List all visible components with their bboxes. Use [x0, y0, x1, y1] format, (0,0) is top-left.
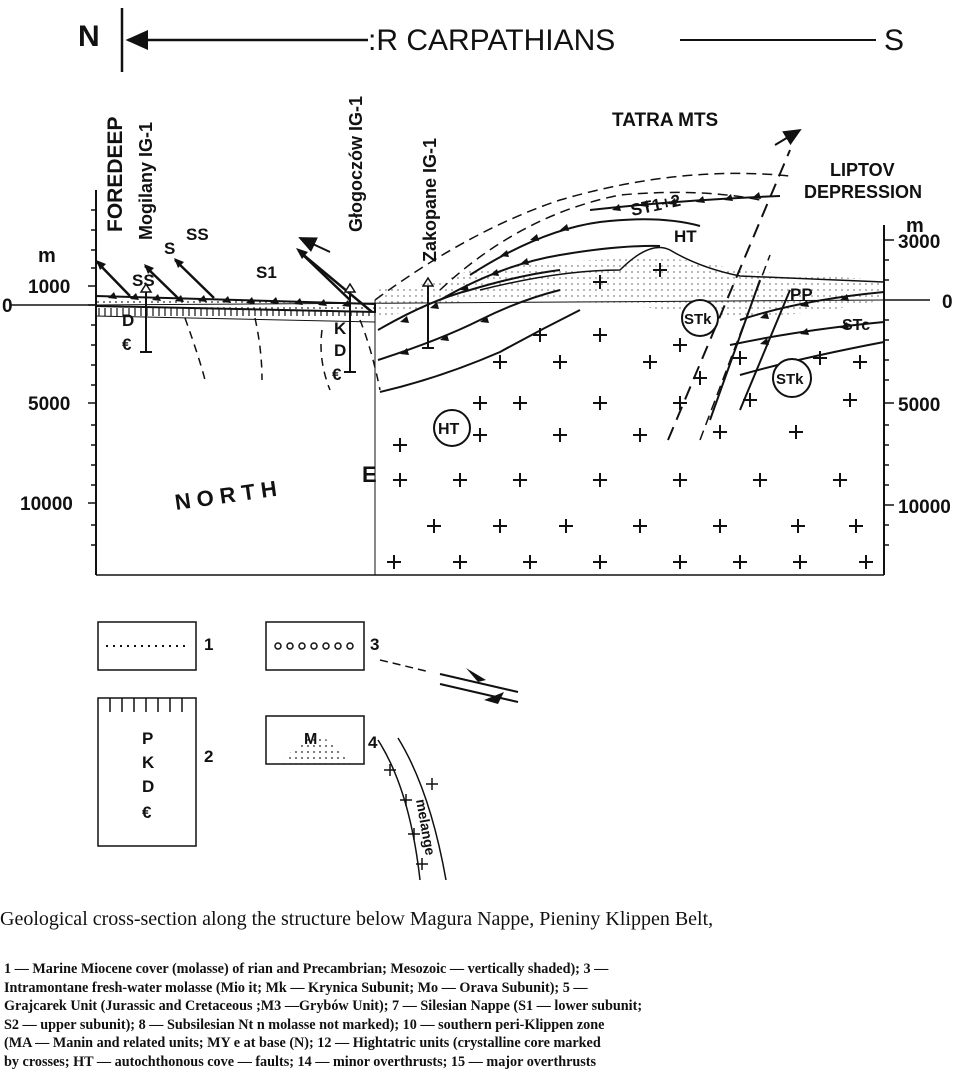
south-label: S: [884, 24, 905, 57]
e-basement-label: E: [362, 462, 377, 487]
cross-mark: [553, 355, 567, 369]
well-zakopane: Zakopane IG-1: [420, 137, 440, 262]
label-stk2: STk: [776, 371, 804, 388]
legend-col-d: D: [142, 777, 155, 796]
cross-mark: [643, 355, 657, 369]
cross-mark: [793, 555, 807, 569]
label-ss1: SS: [132, 271, 155, 290]
cross-mark: [393, 473, 407, 487]
liptov-line1: LIPTOV: [830, 160, 895, 180]
cross-mark: [713, 425, 727, 439]
label-ht-circle: HT: [438, 421, 460, 438]
cross-mark: [559, 519, 573, 533]
cross-mark: [633, 519, 647, 533]
cross-mark: [593, 555, 607, 569]
cross-mark: [673, 473, 687, 487]
cross-mark: [493, 519, 507, 533]
cross-mark: [713, 519, 727, 533]
cross-mark: [743, 393, 757, 407]
legend-line-4: S2 — upper subunit); 8 — Subsilesian Nt n molasse not marked); 10 — southern peri-Klippen zone: [4, 1016, 605, 1033]
cross-mark: [633, 428, 647, 442]
tatra-label: TATRA MTS: [612, 110, 719, 131]
right-tick-10000: 10000: [898, 497, 951, 518]
cross-mark: [791, 519, 805, 533]
label-stk1: STk: [684, 311, 712, 328]
left-unit: m: [38, 245, 56, 267]
cross-mark: [753, 473, 767, 487]
cross-mark: [453, 555, 467, 569]
legend-num-4: 4: [368, 733, 378, 752]
cross-mark: [513, 396, 527, 410]
label-ss2: SS: [186, 225, 209, 244]
legend-m-label: M: [304, 731, 318, 748]
column-left-cambrian: €: [122, 335, 132, 354]
cross-mark: [473, 428, 487, 442]
cross-mark: [593, 473, 607, 487]
legend-num-2: 2: [204, 747, 214, 766]
cross-mark: [833, 473, 847, 487]
left-tick-10000: 10000: [20, 494, 73, 515]
cross-mark: [859, 555, 873, 569]
cross-mark: [733, 555, 747, 569]
cross-mark: [427, 519, 441, 533]
well-glogoczow: Głogoczów IG-1: [346, 95, 366, 232]
legend-text: [4, 960, 958, 1072]
legend-col-cambrian: €: [142, 803, 152, 822]
depth-axis-right: [884, 215, 953, 575]
cross-mark: [523, 555, 537, 569]
region-title: :R CARPATHIANS: [368, 24, 616, 57]
legend-line-2: Intramontane fresh-water molasse (Mio it; Mk — Krynica Subunit; Mo — Orava Subunit); 5 —: [4, 979, 588, 996]
column-left-d: D: [122, 311, 135, 330]
legend-graphics: [98, 622, 518, 880]
right-tick-0: 0: [942, 292, 953, 313]
legend-line-1: 1 — Marine Miocene cover (molasse) of rian and Precambrian; Mesozoic — vertically shaded); 3 —: [4, 961, 609, 977]
wells: [104, 96, 440, 372]
basement-label: [173, 462, 376, 515]
cross-mark: [393, 438, 407, 452]
cross-mark: [513, 473, 527, 487]
tatra-structure: [375, 110, 922, 446]
cross-mark: [593, 328, 607, 342]
legend-line-5: (MA — Manin and related units; MY e at base (N); 12 — Hightatric units (crystalline core marked: [4, 1035, 601, 1052]
legend-col-p: P: [142, 729, 154, 748]
cross-mark: [593, 396, 607, 410]
header: [78, 8, 904, 72]
left-tick-0: 0: [2, 296, 13, 317]
legend-col-k: K: [142, 753, 155, 772]
legend-melange: melange: [413, 797, 439, 857]
legend-line-6: by crosses; HT — autochthonous cove — faults; 14 — minor overthrusts; 15 — major overthrusts: [4, 1053, 597, 1070]
north-label: N: [78, 20, 100, 53]
cross-mark: [843, 393, 857, 407]
cross-mark: [673, 338, 687, 352]
right-unit: m: [906, 215, 924, 237]
north-basement-label: N O R T H: [173, 475, 279, 515]
liptov-line2: DEPRESSION: [804, 182, 923, 202]
cross-mark: [493, 355, 507, 369]
foredeep-label: FOREDEEP: [104, 116, 127, 232]
depth-axis-left: [2, 190, 96, 575]
cross-mark: [387, 555, 401, 569]
label-stc: STc: [842, 317, 871, 334]
left-tick-1000: 1000: [28, 277, 71, 298]
right-tick-3000: 3000: [898, 232, 941, 253]
label-ht-top: HT: [674, 227, 697, 246]
cross-mark: [473, 396, 487, 410]
label-s1: S1: [256, 263, 277, 282]
cross-mark: [733, 351, 747, 365]
cross-mark: [849, 519, 863, 533]
legend-num-3: 3: [370, 635, 380, 654]
label-s: S: [164, 239, 176, 258]
cross-mark: [453, 473, 467, 487]
label-st12: ST1+2: [628, 190, 683, 220]
column-mid-k: K: [334, 319, 347, 338]
cross-mark: [673, 555, 687, 569]
cross-mark: [853, 355, 867, 369]
left-tick-5000: 5000: [28, 394, 71, 415]
label-pp: PP: [790, 285, 813, 304]
cross-mark: [789, 425, 803, 439]
cross-mark: [553, 428, 567, 442]
well-mogilany: Mogilany IG-1: [136, 121, 156, 240]
legend-line-3: Grajcarek Unit (Jurassic and Cretaceous ;M3 —Grybów Unit); 7 — Silesian Nappe (S1 — lower subunit;: [4, 998, 643, 1015]
figure-caption: Geological cross-section along the structure below Magura Nappe, Pieniny Klippen Belt,: [0, 908, 714, 930]
column-mid-d: D: [334, 341, 347, 360]
cross-mark: [533, 328, 547, 342]
legend-num-1: 1: [204, 635, 214, 654]
column-mid-cambrian: €: [332, 365, 342, 384]
right-tick-5000: 5000: [898, 395, 941, 416]
